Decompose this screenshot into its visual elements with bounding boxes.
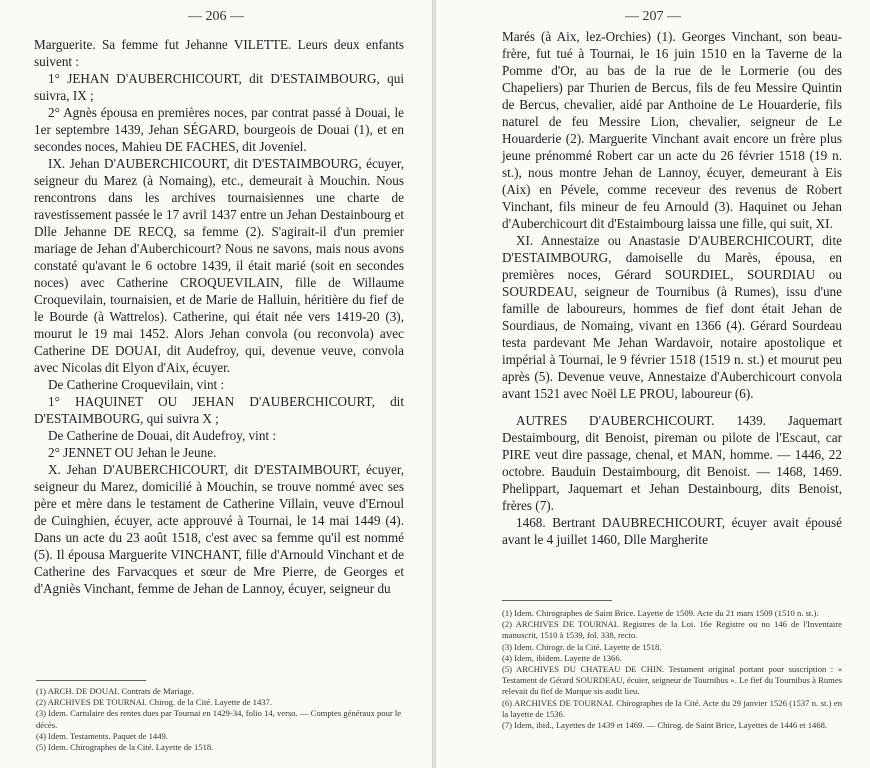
footnote: (7) Idem, ibid., Layettes de 1439 et 1469. — Chirog. de Saint Brice, Layettes de 1446 et 1468. [502,720,828,731]
footnote: (4) Idem, ibidem. Layette de 1366. [502,652,622,663]
right-page-body [502,28,842,548]
footnote: (2) ARCHIVES DE TOURNAI. Chirog. de la Cité. Layette de 1437. [36,697,272,708]
paragraph: X. Jehan D'AUBERCHICOURT, dit D'ESTAIMBOURT, écuyer, seigneur du Marez, domicilié à Mouchin, se trouve nommé avec ses père et mère dans le testament de Catherine Villain, veuve d'Ernoul de Cuinghien, écuyer, acte approuvé à Tournai, le 14 mai 1449 (4). Dans un acte du 23 août 1518, c'est avec sa femme qu'il est nommé (5). Il épousa Marguerite VINCHANT, fille d'Arnould Vinchant et de Catherine des Farvacques et sœur de Mre Pierre, de Georges et d'Agniès Vinchant, femme de Jehan de Lannoy, écuyer, seigneur du [34,462,404,596]
left-page-number: — 206 — [188,9,244,24]
footnote: (4) Idem. Testaments. Paquet de 1449. [36,730,168,741]
footnote: (5) ARCHIVES DU CHATEAU DE CHIN. Testament original portant pour suscription : « Testament de Gérard SOURDEAU, écuier, seigneur de Tournibus ». Le fief du Tournibus à Rumes relevait du fief de Marque sis audit lieu. [502,664,842,697]
footnote: (3) Idem. Chirogr. de la Cité. Layette de 1518. [502,641,662,652]
paragraph: De Catherine Croquevilain, vint : [48,377,225,392]
right-page-number: — 207 — [625,9,681,24]
footnote: (3) Idem. Cartulaire des rentes dues par Tournai en 1429-34, folio 14, verso. — Comptes généraux pour le décès. [36,708,402,730]
paragraph: 2° JENNET OU Jehan le Jeune. [48,445,217,460]
paragraph: IX. Jehan D'AUBERCHICOURT, dit D'ESTAIMBOURG, écuyer, seigneur du Marez (à Nomaing), etc., demeurait à Mouchin. Nous rencontrons dans les archives tournaisiennes une charte de ravestissement passée le 17 avril 1437 entre un Jehan Destainbourg et Dlle Jehanne DE RECQ, sa femme (2). S'agirait-il d'un premier mariage de Jehan d'Auberchicourt? Nous ne savons, mais nous avons constaté qu'avant le 6 octobre 1439, il était marié (soit en secondes noces) avec Catherine CROQUEVILAIN, fille de Willaume Croquevilain, tournaisien, et de Marie de Halluin, héritière du fief de le Bourde (à Wattrelos). Catherine, qui était née vers 1419-20 (3), mourut le 19 mai 1452. Alors Jehan convola (ou reconvola) avec Catherine DE DOUAI, dit Audefroy, qui, devenue veuve, convola avec Nicolas dit Elyon d'Aix, écuyer. [34,156,404,375]
right-footnotes [502,608,842,731]
paragraph: XI. Annestaize ou Anastasie D'AUBERCHICOURT, dite D'ESTAIMBOURG, damoiselle du Marès, épousa, en premières noces, Gérard SOURDIEL, SOURDIAU ou SOURDEAU, seigneur de Tournibus (à Rumes), issu d'une famille de laboureurs, hommes de fief dont était Jehan de Sourdiaus, de Nomaing, vivant en 1366 (4). Gérard Sourdeau testa pardevant Me Jehan Wardavoir, notaire apostolique et impérial à Tournai, le 9 février 1518 (1519 n. st.) et mourut peu après (5). Devenue veuve, Annestaize d'Auberchicourt convola avant 1521 avec Noël LE PROU, laboureur (6). [502,233,842,401]
paragraph: AUTRES D'AUBERCHICOURT. 1439. Jaquemart Destaimbourg, dit Benoist, pireman ou pilote de l'Escaut, car PIRE veut dire passage, chenal, et MAN, homme. — 1446, 22 octobre. Bauduin Destaimbourg, dit Benoist. — 1468, 1469. Phelippart, Jaquemart et Jehan Destainbourg, dits Benoist, frères (7). [502,413,842,513]
left-footnotes [36,686,406,753]
paragraph: De Catherine de Douai, dit Audefroy, vint : [48,428,277,443]
footnote: (1) ARCH. DE DOUAI. Contrats de Mariage. [36,686,194,696]
footnote: (6) ARCHIVES DE TOURNAI. Chirographes de la Cité. Acte du 29 janvier 1526 (1537 n. st.) en la layette de 1536. [502,697,842,719]
footnote-rule [502,600,612,601]
right-page [436,0,870,768]
paragraph: 1468. Bertrant DAUBRECHICOURT, écuyer avait épousé avant le 4 juillet 1460, Dlle Margherite [502,515,842,547]
left-page [0,0,432,768]
left-page-body [34,36,404,597]
section-gap [502,402,842,412]
footnote: (2) ARCHIVES DE TOURNAI. Registres de la Loi. 16e Registre ou no 146 de l'Inventaire manuscrit, 1510 à 1539, fol. 338, recto. [502,619,842,641]
footnote: (5) Idem. Chirographes de la Cité. Layette de 1518. [36,742,214,753]
paragraph: 2° Agnès épousa en premières noces, par contrat passé à Douai, le 1er septembre 1439, Jehan SÉGARD, bourgeois de Douai (1), et en secondes noces, Mahieu DE FACHES, dit Joveniel. [34,105,404,154]
footnote: (1) Idem. Chirographes de Saint Brice. Layette de 1509. Acte du 21 mars 1509 (1510 n. st.). [502,608,819,618]
footnote-rule [36,680,146,681]
paragraph: 1° HAQUINET OU JEHAN D'AUBERCHICOURT, dit D'ESTAIMBOURG, qui suivra X ; [34,394,404,426]
paragraph: 1° JEHAN D'AUBERCHICOURT, dit D'ESTAIMBOURG, qui suivra, IX ; [34,71,404,103]
paragraph: Marguerite. Sa femme fut Jehanne VILETTE. Leurs deux enfants suivent : [34,37,404,69]
paragraph: Marés (à Aix, lez-Orchies) (1). Georges Vinchant, son beau-frère, fut tué à Tournai, le 16 juin 1510 en la Taverne de la Pomme d'Or, au bas de la rue de le Lormerie (ou des Chapeliers) par Thurien de Bercus, fils de feu Messire Quintin de Bercus, chevalier, aidé par Anthoine de Le Houarderie, fils naturel de feu Messire Lion, chevalier, seigneur de Le Houarderie (2). Marguerite Vinchant avait encore un frère plus jeune prénommé Robert car un acte du 26 février 1518 (19 n. st.), nous montre Jehan de Lannoy, écuyer, demeurant à Eis (Aix) en Pévele, comme receveur des revenus de Robert Vinchant, fils mineur de feu Arnould (3). Haquinet ou Jehan d'Auberchicourt dit d'Estaimbourg laissa une fille, qui suit, XI. [502,29,842,231]
